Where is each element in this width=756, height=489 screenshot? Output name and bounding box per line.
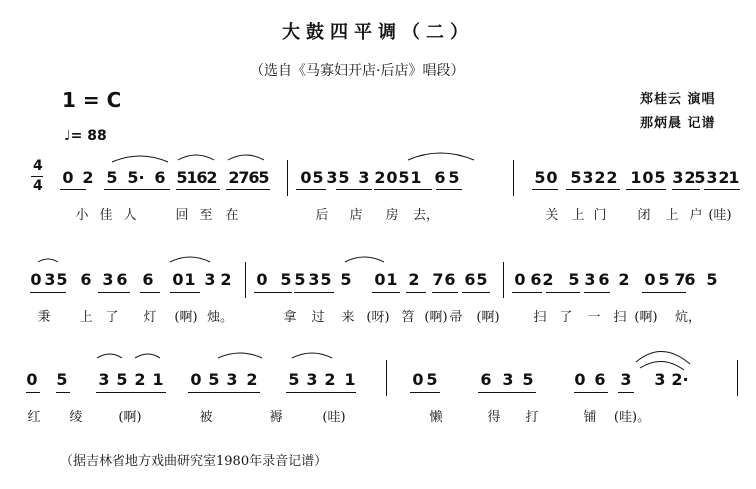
lyric: 去，: [412, 208, 440, 223]
note: 2: [228, 168, 240, 187]
lyric: 上: [665, 208, 679, 223]
lyric: 店: [349, 208, 363, 223]
lyric: 一: [587, 310, 601, 325]
note: 3: [98, 370, 110, 389]
note: 6: [684, 270, 696, 289]
lyric: 人: [123, 208, 137, 223]
note: 2: [324, 370, 336, 389]
note: 3: [620, 370, 632, 389]
lyric: 门: [593, 208, 607, 223]
lyric: 灯: [143, 310, 157, 325]
note: 0: [514, 270, 526, 289]
note: 3: [326, 168, 338, 187]
note: 0: [642, 168, 654, 187]
note: 2: [82, 168, 94, 187]
note: 0: [386, 168, 398, 187]
note: 0: [62, 168, 74, 187]
beam-underline: [170, 292, 200, 293]
transcriber-credit: 那炳晨 记谱: [640, 116, 716, 131]
lyric: (啊): [476, 310, 500, 325]
note: 3: [502, 370, 514, 389]
beam-underline: [296, 189, 326, 190]
lyric: 红: [27, 410, 41, 425]
beam-underline: [56, 392, 70, 393]
beam-underline: [286, 392, 356, 393]
lyric: 户: [689, 208, 703, 223]
beam-underline: [462, 292, 490, 293]
note: 3: [204, 270, 216, 289]
key-signature: 1 = C: [62, 88, 122, 112]
beam-underline: [254, 292, 292, 293]
note: 3: [582, 168, 594, 187]
tempo-marking: ♩= 88: [64, 128, 107, 144]
lyric: 被: [199, 410, 213, 425]
beam-underline: [176, 189, 220, 190]
beam-underline: [372, 292, 400, 293]
note: 2: [246, 370, 258, 389]
lyric: 了: [105, 310, 119, 325]
subtitle: （选自《马寡妇开店·后店》唱段）: [250, 63, 465, 79]
beam-underline: [436, 189, 462, 190]
lyric: 懒: [429, 410, 443, 425]
note: 6: [196, 168, 208, 187]
note: 0: [190, 370, 202, 389]
note: 1: [344, 370, 356, 389]
lyric: (啊): [118, 410, 142, 425]
note: 6: [594, 370, 606, 389]
note: 0: [374, 270, 386, 289]
beam-underline: [574, 392, 608, 393]
lyric: (啊): [174, 310, 198, 325]
beam-underline: [432, 292, 458, 293]
note: 6: [154, 168, 166, 187]
note: 5: [448, 168, 460, 187]
beam-underline: [26, 392, 40, 393]
beam-underline: [626, 189, 666, 190]
note: 3: [306, 370, 318, 389]
lyric: (呀): [366, 310, 390, 325]
lyric: (啊): [634, 310, 658, 325]
note: 3: [358, 168, 370, 187]
beam-underline: [704, 189, 740, 190]
note: 5: [534, 168, 546, 187]
note: 5: [476, 270, 488, 289]
lyric: 帚: [449, 310, 463, 325]
lyric: 至: [199, 208, 213, 223]
note: 3: [654, 370, 666, 389]
lyric: 褥: [269, 410, 283, 425]
beam-underline: [226, 189, 270, 190]
note: 1: [410, 168, 422, 187]
lyric: 打: [525, 410, 539, 425]
beam-underline: [410, 392, 440, 393]
beam-underline: [478, 392, 536, 393]
note: 6: [80, 270, 92, 289]
note: 2: [134, 370, 146, 389]
note: 2: [594, 168, 606, 187]
note: 2: [374, 168, 386, 187]
lyric: 炕，: [674, 310, 702, 325]
note: 3: [706, 168, 718, 187]
beam-underline: [30, 292, 66, 293]
note: 0: [300, 168, 312, 187]
note: 5·: [127, 168, 145, 187]
note: 6: [464, 270, 476, 289]
lyric: 过: [311, 310, 325, 325]
lyric: 烛。: [206, 310, 234, 325]
lyric: 来: [341, 310, 355, 325]
note: 1: [186, 168, 198, 187]
note: 5: [56, 270, 68, 289]
note: 5: [338, 168, 350, 187]
note: 5: [694, 168, 706, 187]
note: 5: [208, 370, 220, 389]
lyric: 在: [225, 208, 239, 223]
note: 2: [542, 270, 554, 289]
beam-underline: [140, 292, 160, 293]
lyric: 铺: [583, 410, 597, 425]
lyric: 得: [487, 410, 501, 425]
note: 5: [294, 270, 306, 289]
note: 2: [684, 168, 696, 187]
note: 5: [426, 370, 438, 389]
note: 0: [30, 270, 42, 289]
note: 5: [116, 370, 128, 389]
note: 3: [308, 270, 320, 289]
note: 5: [398, 168, 410, 187]
note: 0: [546, 168, 558, 187]
note: 0: [412, 370, 424, 389]
note: 6: [116, 270, 128, 289]
note: 5: [320, 270, 332, 289]
note: 5: [658, 270, 670, 289]
note: 5: [340, 270, 352, 289]
lyric: 扫: [533, 310, 547, 325]
note: 6: [598, 270, 610, 289]
lyric: (哇): [322, 410, 346, 425]
note: 2: [606, 168, 618, 187]
note: 6: [530, 270, 542, 289]
note: 3: [102, 270, 114, 289]
note: 0: [172, 270, 184, 289]
note: 6: [142, 270, 154, 289]
note: 5: [522, 370, 534, 389]
time-signature-bottom: 4: [33, 178, 43, 194]
lyric: 笤: [401, 310, 415, 325]
beam-underline: [374, 189, 432, 190]
note: 5: [176, 168, 188, 187]
beam-underline: [336, 189, 372, 190]
note: 5: [280, 270, 292, 289]
lyric: 小: [75, 208, 89, 223]
lyric: 佳: [99, 208, 113, 223]
note: 1: [152, 370, 164, 389]
lyric: 拿: [283, 310, 297, 325]
lyric: 房: [385, 208, 399, 223]
note: 1: [630, 168, 642, 187]
note: 5: [106, 168, 118, 187]
note: 2·: [671, 370, 689, 389]
lyric: (啊): [424, 310, 448, 325]
note: 1: [728, 168, 740, 187]
singer-credit: 郑桂云 演唱: [640, 92, 716, 107]
lyric: (哇)。: [613, 410, 651, 425]
beam-underline: [104, 189, 170, 190]
lyric: 后: [315, 208, 329, 223]
lyric: 上: [571, 208, 585, 223]
note: 0: [574, 370, 586, 389]
beam-underline: [294, 292, 334, 293]
note: 5: [312, 168, 324, 187]
beam-underline: [98, 292, 130, 293]
note: 2: [408, 270, 420, 289]
note: 5: [654, 168, 666, 187]
lyric: 扫: [613, 310, 627, 325]
beam-underline: [642, 292, 686, 293]
beam-underline: [406, 292, 426, 293]
beam-underline: [584, 292, 610, 293]
note: 6: [444, 270, 456, 289]
note: 2: [220, 270, 232, 289]
note: 6: [480, 370, 492, 389]
note: 5: [258, 168, 270, 187]
lyric: 闭: [637, 208, 651, 223]
note: 0: [26, 370, 38, 389]
beam-underline: [96, 392, 166, 393]
note: 5: [56, 370, 68, 389]
note: 6: [434, 168, 446, 187]
beam-underline: [672, 189, 700, 190]
note: 0: [256, 270, 268, 289]
note: 2: [206, 168, 218, 187]
note: 3: [584, 270, 596, 289]
lyric: (哇): [708, 208, 732, 223]
note: 0: [644, 270, 656, 289]
note: 5: [568, 270, 580, 289]
time-signature-top: 4: [33, 158, 43, 174]
note: 2: [718, 168, 730, 187]
note: 1: [184, 270, 196, 289]
note: 7: [674, 270, 686, 289]
page-title: 大鼓四平调（二）: [282, 22, 474, 43]
note: 1: [386, 270, 398, 289]
beam-underline: [618, 392, 634, 393]
note: 5: [706, 270, 718, 289]
beam-underline: [60, 189, 86, 190]
source-note: （据吉林省地方戏曲研究室1980年录音记谱）: [60, 454, 328, 469]
lyric: 了: [559, 310, 573, 325]
beam-underline: [566, 189, 620, 190]
note: 7: [432, 270, 444, 289]
lyric: 秉: [37, 310, 51, 325]
lyric: 上: [79, 310, 93, 325]
beam-underline: [512, 292, 542, 293]
note: 5: [288, 370, 300, 389]
beam-underline: [188, 392, 260, 393]
lyric: 回: [175, 208, 189, 223]
note: 5: [570, 168, 582, 187]
lyric: 绫: [69, 410, 83, 425]
note: 3: [672, 168, 684, 187]
note: 2: [618, 270, 630, 289]
beam-underline: [546, 292, 580, 293]
beam-underline: [532, 189, 558, 190]
note: 6: [248, 168, 260, 187]
lyric: 关: [545, 208, 559, 223]
note: 7: [238, 168, 250, 187]
note: 3: [226, 370, 238, 389]
note: 3: [44, 270, 56, 289]
